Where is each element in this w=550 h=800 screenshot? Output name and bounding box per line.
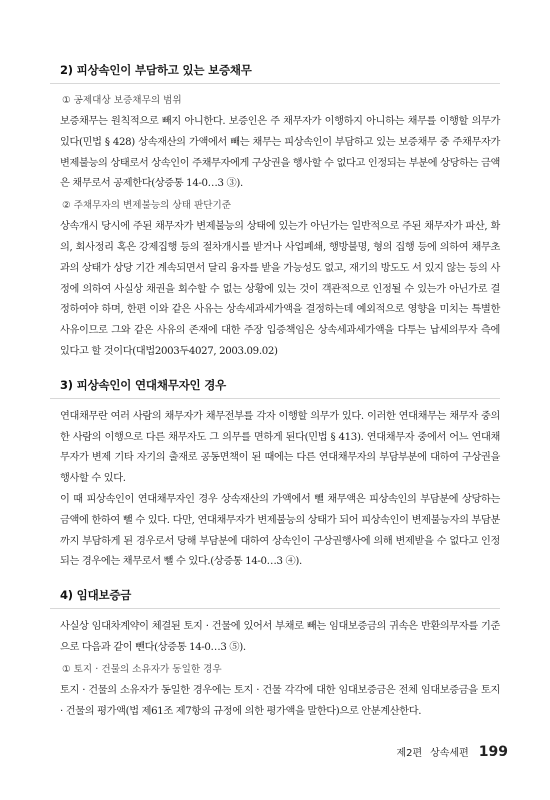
paragraph: 이 때 피상속인이 연대채무자인 경우 상속재산의 가액에서 뺄 채무액은 피상속인의 부담분에 상당하는 금액에 한하여 뺄 수 있다. 다만, 연대채무자가 변제불능의 상태가 되어 피상속인이 변제불능자의 부담분까지 부담하게 된 경우로서 당해 부담분에 대하여 상속인이 구상권행사에 의해 변제받을 수 없다고 인정되는 경우에는 채무로서 뺄 수 있다.(상증통 14-0…3 ④). <box>60 493 500 568</box>
paragraph: 토지 · 건물의 소유자가 동일한 경우에는 토지 · 건물 각각에 대한 임대보증금은 전체 임대보증금을 토지 · 건물의 평가액(법 제61조 제7항의 규정에 의한 평가액을 말한다)으로 안분계산한다. <box>60 684 500 717</box>
page-footer <box>396 744 508 760</box>
paragraph: 연대채무란 여러 사람의 채무자가 채무전부를 각자 이행할 의무가 있다. 이러한 연대채무는 채무자 중의 한 사람의 이행으로 다른 채무자도 그 의무를 면하게 된다(민법 § 413). 연대채무자 중에서 어느 연대채무자가 변제 기타 자기의 출재로 공동면책이 된 때에는 다른 연대채무자의 부담부분에 대하여 구상권을 행사할 수 있다. <box>60 410 500 485</box>
paragraph: 보증채무는 원칙적으로 빼지 아니한다. 보증인은 주 채무자가 이행하지 아니하는 채무를 이행할 의무가 있다(민법 § 428) 상속재산의 가액에서 빼는 채무는 피상속인이 부담하고 있는 보증채무 중 주채무자가 변제불능의 상태로서 상속인이 주채무자에게 구상권을 행사할 수 없다고 인정되는 부분에 상당하는 금액은 채무로서 공제한다(상증통 14-0…3 ③). <box>60 116 500 190</box>
section-heading: 3) 피상속인이 연대채무자인 경우 <box>50 377 500 399</box>
page-number: 199 <box>478 744 508 760</box>
footer-title: 상속세편 <box>430 748 469 759</box>
subheading: ① 공제대상 보증채무의 범위 <box>62 95 182 106</box>
section-heading: 2) 피상속인이 부담하고 있는 보증채무 <box>50 62 500 84</box>
paragraph: 상속개시 당시에 주된 채무자가 변제불능의 상태에 있는가 아닌가는 일반적으로 주된 채무자가 파산, 화의, 회사정리 혹은 강제집행 등의 절차개시를 받거나 사업폐쇄, 행방불명, 형의 집행 등에 의하여 채무초과의 상태가 상당 기간 계속되면서 달리 융자를 받을 가능성도 없고, 재기의 방도도 서 있지 않는 등의 사정에 의하여 사실상 채권을 회수할 수 없는 상황에 있는 것이 객관적으로 인정될 수 있는가 아닌가로 결정하여야 하며, 한편 이와 같은 사유는 상속세과세가액을 결정하는데 예외적으로 영향을 미치는 특별한 사유이므로 그와 같은 사유의 존재에 대한 주장 입증책임은 상속세과세가액을 다투는 납세의무자 측에 있다고 할 것이다(대법2003두4027, 2003.09.02) <box>60 221 500 357</box>
footer-part: 제2편 <box>396 748 423 759</box>
page-content <box>50 62 500 722</box>
section-heading: 4) 임대보증금 <box>50 587 500 609</box>
subheading: ② 주채무자의 변제불능의 상태 판단기준 <box>62 200 232 212</box>
section-joint-debtor <box>50 377 500 573</box>
subheading: ① 토지 · 건물의 소유자가 동일한 경우 <box>62 663 222 675</box>
paragraph: 사실상 임대차계약이 체결된 토지 · 건물에 있어서 부채로 빼는 임대보증금의 귀속은 반환의무자를 기준으로 다음과 같이 뺀다(상증통 14-0…3 ⑤). <box>60 621 500 653</box>
section-guarantee-debt <box>50 62 500 363</box>
section-lease-deposit <box>50 587 500 722</box>
